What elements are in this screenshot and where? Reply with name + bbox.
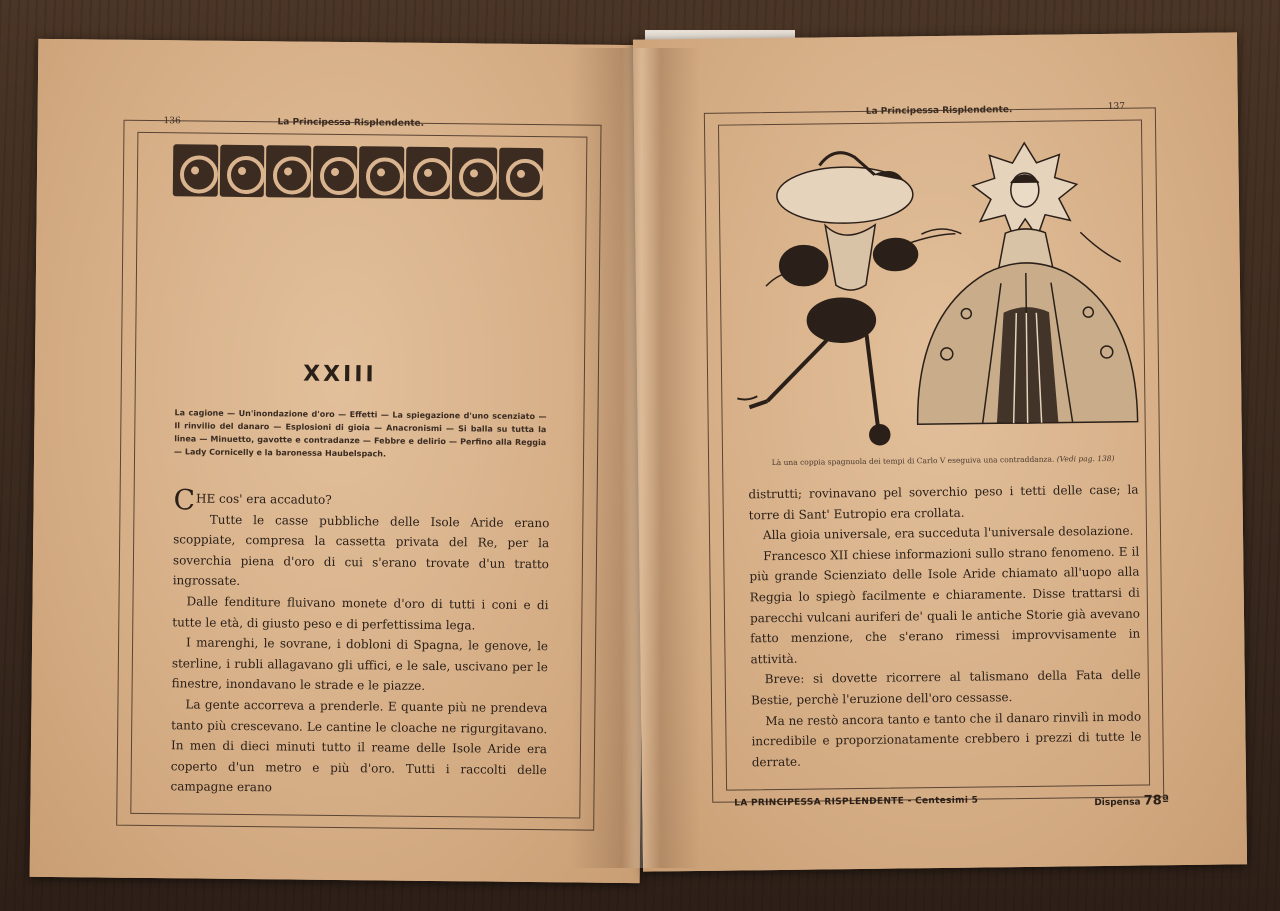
ornament-motif [359,146,404,198]
chapter-number: XXIII [303,361,377,388]
paragraph: La gente accorreva a prenderle. E quante più ne prendeva tanto più crescevano. Le cantine le cloache ne rigurgitavano. In men di dieci minuti tutto il reame delle Isole Aride era coperto d'un metro e più d'oro. Tutti i raccolti delle campagne erano [170,697,548,795]
right-page-number: 137 [1107,101,1126,112]
chapter-summary: La cagione — Un'inondazione d'oro — Effetti — La spiegazione d'uno scenziato — Il rinvilio del danaro — Esplosioni di gioia — Anacronismi — Si balla su tutta la linea — Minuetto, gavotte e contradanze — Febbre e delirio — Perfino alla Reggia — Lady Cornicelly e la baronessa Haubelspach. [174,408,547,459]
drop-cap: C [173,483,196,517]
ornament-motif [452,147,497,199]
footer-sheet-label: Dispensa [1094,797,1141,809]
paragraph: Tutte le casse pubbliche delle Isole Aride erano scoppiate, compresa la cassetta privata del Re, per la soverchia piena d'oro di cui s'erano trovate d'un tratto ingrossate. [172,512,550,589]
paragraph: Alla gioia universale, era succeduta l'universale desolazione. [762,523,1134,543]
ornament-motif [219,145,264,197]
paragraph: distrutti; rovinavano pel soverchio peso i tetti delle case; la torre di Sant' Eutropio era crollata. [748,482,1139,522]
footer-sheet-number: 78ª [1143,793,1170,809]
ornament-motif [498,148,543,200]
right-body-text [748,480,1141,773]
footer-sheet [1094,793,1169,809]
illustration-caption: Là una coppia spagnuola dei tempi di Carlo V eseguiva una contraddanza. (Vedi pag. 138) [771,453,1115,468]
footer-title: LA PRINCIPESSA RISPLENDENTE - Centesimi 5 [734,795,979,809]
ornament-motif [312,146,357,198]
caption-page-reference: (Vedi pag. 138) [1056,453,1115,464]
paragraph: I marenghi, le sovrane, i dobloni di Spagna, le genove, le sterline, i rubli allagavano gli uffici, e le sale, uscivano per le finestre, inondavano le strade e le piazze. [171,635,549,694]
right-running-head: La Principessa Risplendente. [865,105,1013,117]
paragraph: CHE cos' era accaduto? [173,483,332,517]
left-running-head: La Principessa Risplendente. [277,117,425,129]
right-page [633,32,1247,871]
left-page [30,39,649,883]
dancing-couple-illustration [724,131,1148,456]
ornament-motif [405,147,450,199]
paragraph: Breve: si dovette ricorrere al talismano della Fata delle Bestie, perchè l'eruzione dell'oro cessasse. [750,667,1141,708]
paragraph: Dalle fenditure fluivano monete d'oro di tutti i coni e di tutte le età, di giusto peso e di perfettissima lega. [172,594,549,632]
ornamental-headband [173,144,544,200]
paragraph: Ma ne restò ancora tanto e tanto che il danaro rinvilì in modo incredibile e proporzionatamente crebbero i prezzi di tutte le derrate. [751,709,1142,770]
paragraph: Francesco XII chiese informazioni sullo strano fenomeno. E il più grande Scienziato delle Isole Aride chiamato all'uopo alla Reggia lo spiegò facilmente e chiaramente. Disse trattarsi di parecchi vulcani auriferi de' quali le antiche Storie già avevano fatto menzione, che s'erano rimessi improvvisamente in attività. [749,544,1141,667]
ornament-motif [266,145,311,197]
ornament-motif [173,144,218,196]
left-body-text [170,483,550,801]
left-page-number: 136 [163,116,181,127]
